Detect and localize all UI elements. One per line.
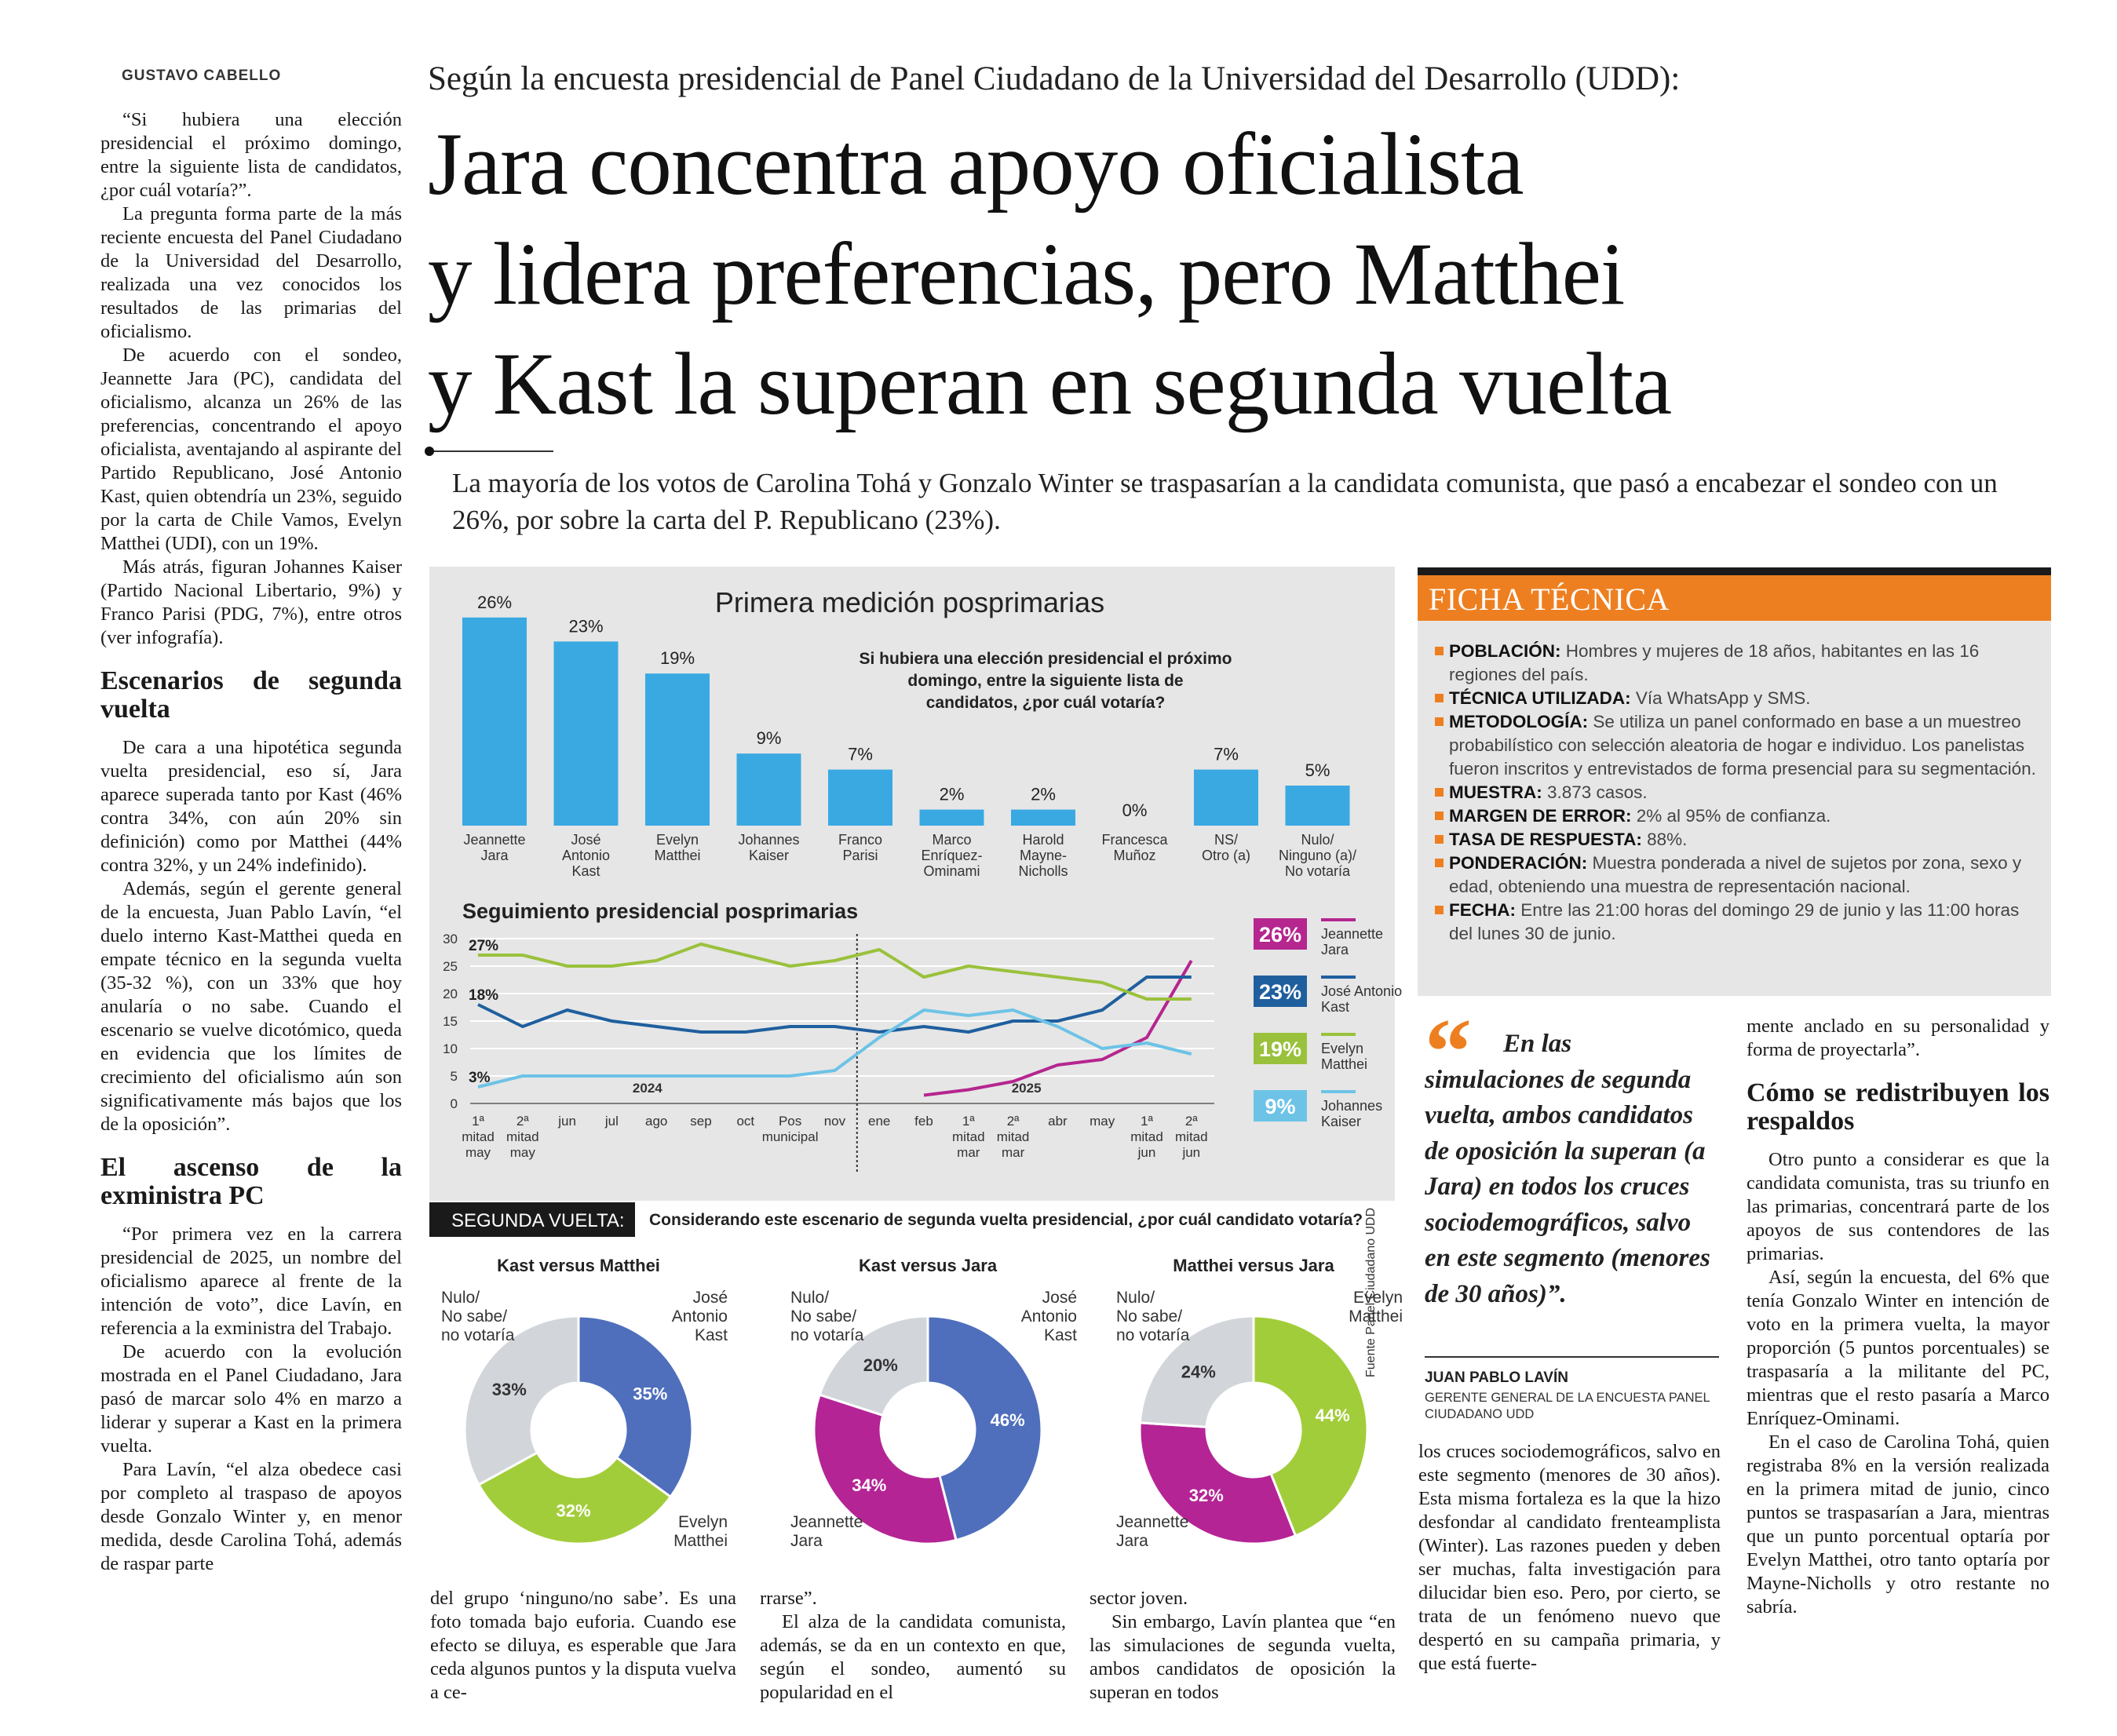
- paragraph: “Por primera vez en la carrera presidencial de 2025, un nombre del oficialismo aparece al frente de la intención de voto”, dice Lavín, en referencia a la exministra del Trabajo.: [100, 1224, 402, 1339]
- bullet-square-icon: [1435, 859, 1444, 867]
- quote-author: JUAN PABLO LAVÍN: [1425, 1369, 1568, 1386]
- donut-value-label: 35%: [633, 1384, 668, 1404]
- bullet-square-icon: [1435, 835, 1444, 844]
- x-tick-label: may: [509, 1145, 535, 1160]
- bullet-square-icon: [1435, 906, 1444, 914]
- donut-side-label: Nulo/: [441, 1289, 480, 1307]
- ficha-text: 88%.: [1641, 830, 1688, 849]
- bar-category-label: Kast: [571, 863, 600, 879]
- ficha-title: FICHA TÉCNICA: [1429, 582, 1670, 617]
- bar: [828, 770, 892, 826]
- headline: [428, 110, 2100, 439]
- series-start-label: 27%: [469, 938, 499, 954]
- bar-value-label: 0%: [1122, 801, 1148, 820]
- donut-side-label: No sabe/: [441, 1307, 508, 1326]
- y-tick-label: 20: [443, 987, 458, 1001]
- paragraph: del grupo ‘ninguno/no sabe’. Es una foto tomada bajo euforia. Cuando ese efecto se diluya, es esperable que Jara ceda algunos puntos y la disputa vuelva a ce-: [430, 1588, 736, 1703]
- ficha-label: PONDERACIÓN:: [1449, 853, 1588, 873]
- x-tick-label: mitad: [1130, 1129, 1163, 1144]
- bar-value-label: 5%: [1305, 760, 1330, 780]
- bar-category-label: Francesca: [1101, 832, 1168, 848]
- x-tick-label: mitad: [952, 1129, 985, 1144]
- article-column-2: [430, 1587, 736, 1705]
- paragraph: los cruces sociodemográficos, salvo en este segmento (menores de 30 años). Esta misma fortaleza es la que la hizo desfondar al candidato frenteamplista (Winter). Las razones pueden y deben ser muchas, falta investigación para dilucidar bien eso. Pero, por cierto, se trata de un fenómeno nuevo que despertó en su campaña primaria, y que está fuerte-: [1418, 1441, 1721, 1674]
- bar-value-label: 2%: [1031, 784, 1056, 804]
- x-tick-label: nov: [823, 1114, 846, 1129]
- legend-label: Jeannette: [1321, 926, 1384, 942]
- ficha-text: Muestra ponderada a nivel de sujetos por zona, sexo y edad, obteniendo una muestra de representación nacional.: [1449, 853, 2022, 896]
- donut-side-label: Jara: [1116, 1532, 1148, 1550]
- x-tick-label: jun: [1137, 1145, 1156, 1160]
- y-tick-label: 10: [443, 1041, 458, 1056]
- donut-value-label: 33%: [491, 1379, 527, 1399]
- donut-side-label: Jeannette: [790, 1513, 863, 1531]
- bar-category-label: NS/: [1214, 832, 1239, 848]
- bar-category-label: Franco: [838, 832, 883, 848]
- bar-category-label: Matthei: [654, 848, 701, 863]
- x-tick-label: 1ª: [1141, 1114, 1153, 1129]
- ficha-item: [1435, 899, 2039, 946]
- article-column-1: [100, 108, 402, 1576]
- bar-category-label: Harold: [1022, 832, 1064, 848]
- bar-chart-title: Primera medición posprimarias: [714, 586, 1105, 618]
- ficha-label: POBLACIÓN:: [1449, 641, 1561, 661]
- bar-value-label: 7%: [1214, 744, 1239, 764]
- donut-side-label: No sabe/: [1116, 1307, 1183, 1326]
- bullet-square-icon: [1435, 694, 1444, 702]
- donut-side-label: Kast: [694, 1326, 728, 1344]
- kicker: Según la encuesta presidencial de Panel Ciudadano de la Universidad del Desarrollo (UDD):: [428, 60, 1681, 97]
- donut-side-label: Jeannette: [1116, 1513, 1189, 1531]
- ficha-tecnica: [1418, 567, 2051, 996]
- ficha-label: TASA DE RESPUESTA:: [1449, 830, 1642, 849]
- legend-label: Evelyn: [1321, 1041, 1364, 1056]
- x-tick-label: ene: [868, 1114, 891, 1129]
- y-tick-label: 25: [443, 959, 458, 974]
- bullet-square-icon: [1435, 717, 1444, 726]
- ficha-item: [1435, 804, 2039, 828]
- ficha-label: TÉCNICA UTILIZADA:: [1449, 688, 1631, 708]
- ficha-item: [1435, 828, 2039, 852]
- ficha-text: Vía WhatsApp y SMS.: [1630, 688, 1811, 708]
- series-start-label: 18%: [469, 987, 499, 1004]
- donut-side-label: no votaría: [441, 1326, 515, 1344]
- x-tick-label: mar: [1001, 1145, 1025, 1160]
- bar-category-label: Parisi: [842, 848, 878, 863]
- segunda-vuelta-question: Considerando este escenario de segunda vuelta presidencial, ¿por cuál candidato votaría?: [649, 1211, 1363, 1229]
- article-column-3: [760, 1587, 1066, 1705]
- donut-value-label: 24%: [1181, 1362, 1216, 1382]
- ficha-text: 3.873 casos.: [1542, 782, 1648, 802]
- ficha-item: [1435, 687, 2039, 710]
- paragraph: Sin embargo, Lavín plantea que “en las simulaciones de segunda vuelta, ambos candidatos de oposición la superan en todos: [1090, 1611, 1396, 1703]
- paragraph: El alza de la candidata comunista, además, se da en un contexto en que, según el sondeo, aumentó su popularidad en el: [760, 1611, 1066, 1703]
- ficha-text: 2% al 95% de confianza.: [1631, 806, 1831, 826]
- bar-chart: [462, 593, 1356, 879]
- legend-label: Jara: [1321, 942, 1349, 957]
- year-label: 2025: [1011, 1081, 1042, 1096]
- x-tick-label: 1ª: [472, 1114, 484, 1129]
- byline: GUSTAVO CABELLO: [122, 67, 282, 84]
- donut-side-label: Evelyn: [677, 1513, 728, 1531]
- donut-side-label: Nulo/: [1116, 1289, 1155, 1307]
- bar: [645, 673, 710, 826]
- bar-category-label: Marco: [932, 832, 972, 848]
- paragraph: rrarse”.: [760, 1588, 817, 1609]
- paragraph: Para Lavín, “el alza obedece casi por completo al traspaso de apoyos desde Gonzalo Winter y, en menor medida, desde Carolina Tohá, además de raspar parte: [100, 1459, 402, 1574]
- x-tick-label: 1ª: [962, 1114, 975, 1129]
- quote-rule: [1425, 1356, 1719, 1358]
- donut-value-label: 32%: [1188, 1485, 1224, 1505]
- paragraph: En el caso de Carolina Tohá, quien registraba 8% en la versión realizada en la primera mitad de junio, cinco puntos se traspasarían a Jara, mientras que un punto porcentual optaría por Evelyn Matthei, otro tanto optaría por Mayne-Nicholls y otro restante no sabría.: [1747, 1431, 2049, 1617]
- ficha-item: [1435, 781, 2039, 804]
- bar-value-label: 9%: [756, 728, 782, 749]
- donut-side-label: Nulo/: [790, 1289, 830, 1307]
- ficha-text: Hombres y mujeres de 18 años, habitantes en las 16 regiones del país.: [1449, 641, 1980, 684]
- donut-title: Kast versus Jara: [858, 1256, 998, 1275]
- bullet-square-icon: [1435, 811, 1444, 820]
- legend-label: Johannes: [1321, 1098, 1383, 1114]
- x-tick-label: jun: [1182, 1145, 1201, 1160]
- paragraph: Así, según la encuesta, del 6% que tenía Gonzalo Winter en intención de voto en la primera vuelta, la mayor proporción (5 puntos porcentuales) se traspasaría a la militante del PC, mientras que el resto pasaría a Marco Enríquez-Ominami.: [1747, 1267, 2049, 1429]
- paragraph: sector joven.: [1090, 1588, 1188, 1609]
- legend-label: Kaiser: [1321, 1114, 1362, 1129]
- article-column-5: [1418, 1440, 1721, 1676]
- bar-category-label: Antonio: [561, 848, 611, 863]
- quote-mark-icon: “: [1425, 999, 1472, 1103]
- headline-line: y Kast la superan en segunda vuelta: [428, 335, 1672, 433]
- segunda-vuelta-tag: SEGUNDA VUELTA:: [451, 1210, 625, 1231]
- bullet-square-icon: [1435, 647, 1444, 655]
- donut-title: Kast versus Matthei: [497, 1256, 660, 1275]
- donut-side-label: Antonio: [671, 1307, 728, 1326]
- paragraph: De cara a una hipotética segunda vuelta presidencial, eso sí, Jara aparece superada tanto por Kast (46% contra 34%, con aún 20% sin definición) como por Matthei (44% contra 32%, y un 24% indefinido).: [100, 737, 402, 876]
- bar-value-label: 7%: [848, 744, 873, 764]
- pull-quote: En las simulaciones de segunda vuelta, ambos candidatos de oposición la superan (a Jara) en todos los cruces sociodemográficos, salvo en este segmento (menores de 30 años)”.: [1425, 1030, 1710, 1308]
- donut-side-label: José: [1042, 1289, 1077, 1307]
- headline-rule: [428, 450, 553, 452]
- paragraph: Además, según el gerente general de la encuesta, Juan Pablo Lavín, “el duelo interno Kast-Matthei queda en empate técnico en la segunda vuelta (35-32 %), con un 33% que hoy anularía o no sabe. Cuando el escenario se vuelve dicotómico, queda en evidencia que los límites de crecimiento del oficialismo aún son significativamente más bajos que los de la oposición”.: [100, 878, 402, 1135]
- end-value-label: 19%: [1258, 1038, 1302, 1061]
- bar-category-label: José: [571, 832, 601, 848]
- bar-value-label: 23%: [568, 616, 604, 636]
- series-start-label: 3%: [469, 1070, 491, 1086]
- ficha-label: METODOLOGÍA:: [1449, 712, 1589, 731]
- donut-value-label: 20%: [863, 1355, 898, 1376]
- x-tick-label: feb: [914, 1114, 933, 1129]
- bar: [1011, 810, 1075, 826]
- x-tick-label: mitad: [1175, 1129, 1208, 1144]
- ficha-list: [1435, 640, 2039, 946]
- infographic: [429, 567, 1403, 1573]
- donut-value-label: 34%: [852, 1475, 887, 1496]
- donut-side-label: no votaría: [790, 1326, 864, 1344]
- paragraph: De acuerdo con el sondeo, Jeannette Jara (PC), candidata del oficialismo, alcanza un 26% de las preferencias, concentrando el apoyo oficialista, aventajando al aspirante del Partido Republicano, José Antonio Kast, quien obtendría un 23%, seguido por la carta de Chile Vamos, Evelyn Matthei (UDI), con un 19%.: [100, 345, 402, 554]
- bar-category-label: Ominami: [923, 863, 980, 879]
- donut-side-label: Matthei: [1349, 1307, 1403, 1326]
- bar-category-label: No votaría: [1284, 863, 1351, 879]
- donut-side-label: Jara: [790, 1532, 823, 1550]
- headline-dot: [425, 447, 434, 456]
- bar: [1286, 786, 1350, 826]
- headline-line: Jara concentra apoyo oficialista: [428, 115, 1524, 213]
- series-line: [478, 944, 1192, 999]
- dek: La mayoría de los votos de Carolina Tohá y Gonzalo Winter se traspasarían a la candidata comunista, que pasó a encabezar el sondeo con un 26%, por sobre la carta del P. Republicano (23%).: [452, 468, 1998, 535]
- bar-category-label: Nicholls: [1018, 863, 1068, 879]
- bar-category-label: Ninguno (a)/: [1278, 848, 1357, 863]
- ficha-text: Se utiliza un panel conformado en base a un muestreo probabilístico con selección aleatoria de hogar e individuo. Los panelistas fueron inscritos y entrevistados de forma presencial para su segmentación.: [1449, 712, 2036, 779]
- end-value-label: 26%: [1258, 923, 1302, 946]
- bar-question-line: domingo, entre la siguiente lista de: [907, 672, 1184, 690]
- paragraph: De acuerdo con la evolución mostrada en el Panel Ciudadano, Jara pasó de marcar solo 4% en marzo a liderar y superar a Kast en la primera vuelta.: [100, 1341, 402, 1457]
- end-value-label: 9%: [1265, 1095, 1296, 1118]
- x-tick-label: ago: [645, 1114, 668, 1129]
- x-tick-label: mitad: [996, 1129, 1030, 1144]
- ficha-label: MARGEN DE ERROR:: [1449, 806, 1632, 826]
- bar: [554, 641, 619, 826]
- x-tick-label: may: [1090, 1114, 1115, 1129]
- bar-value-label: 26%: [476, 592, 513, 612]
- end-value-label: 23%: [1258, 980, 1302, 1004]
- ficha-item: [1435, 852, 2039, 899]
- legend-label: José Antonio: [1321, 983, 1403, 999]
- x-tick-label: 2ª: [516, 1114, 529, 1129]
- paragraph: La pregunta forma parte de la más reciente encuesta del Panel Ciudadano de la Universidad del Desarrollo, realizada una vez conocidos los resultados de las primarias del oficialismo.: [100, 203, 402, 342]
- ficha-label: FECHA:: [1449, 900, 1516, 920]
- bar-category-label: Mayne-: [1019, 848, 1068, 863]
- paragraph: “Si hubiera una elección presidencial el próximo domingo, entre la siguiente lista de candidatos, ¿por cuál votaría?”.: [100, 109, 402, 201]
- bar-category-label: Enríquez-: [921, 848, 983, 863]
- donut-side-label: Kast: [1043, 1326, 1077, 1344]
- bar: [1194, 770, 1258, 826]
- ficha-item: [1435, 640, 2039, 687]
- donut-side-label: Antonio: [1020, 1307, 1077, 1326]
- x-tick-label: oct: [736, 1114, 755, 1129]
- x-tick-label: municipal: [761, 1129, 819, 1144]
- paragraph: mente anclado en su personalidad y forma de proyectarla”.: [1747, 1016, 2049, 1060]
- x-tick-label: abr: [1048, 1114, 1068, 1129]
- x-tick-label: sep: [690, 1114, 712, 1129]
- donut-value-label: 46%: [990, 1410, 1025, 1431]
- bar-category-label: Otro (a): [1201, 848, 1251, 863]
- bar: [920, 810, 984, 826]
- ficha-text: Entre las 21:00 horas del domingo 29 de junio y las 11:00 horas del lunes 30 de junio.: [1449, 900, 2020, 943]
- x-tick-label: jul: [604, 1114, 619, 1129]
- ficha-header: [1418, 575, 2051, 621]
- donut-side-label: no votaría: [1116, 1326, 1190, 1344]
- x-tick-label: mitad: [462, 1129, 495, 1144]
- x-tick-label: may: [465, 1145, 491, 1160]
- quote-author-role: GERENTE GENERAL DE LA ENCUESTA PANEL CIUDADANO UDD: [1425, 1391, 1710, 1421]
- line-chart-title: Seguimiento presidencial posprimarias: [462, 899, 859, 923]
- bullet-square-icon: [1435, 788, 1444, 797]
- article-column-4: [1090, 1587, 1396, 1705]
- article-column-6: [1747, 1015, 2049, 1619]
- ficha-item: [1435, 710, 2039, 781]
- donut-value-label: 32%: [556, 1501, 591, 1521]
- donut-side-label: Matthei: [673, 1532, 728, 1550]
- bar: [737, 753, 801, 826]
- bar-value-label: 2%: [939, 784, 965, 804]
- legend-label: Matthei: [1321, 1056, 1368, 1072]
- x-tick-label: jun: [558, 1114, 576, 1129]
- donut-title: Matthei versus Jara: [1173, 1256, 1334, 1275]
- y-tick-label: 30: [443, 932, 458, 946]
- x-tick-label: 2ª: [1184, 1114, 1198, 1129]
- y-tick-label: 5: [450, 1069, 458, 1084]
- y-tick-label: 0: [450, 1096, 458, 1111]
- paragraph: Otro punto a considerar es que la candidata comunista, tras su triunfo en las primarias, concentrará parte de los apoyos de sus contendores de las primarias.: [1747, 1149, 2049, 1264]
- bar-category-label: Jeannette: [463, 832, 526, 848]
- bar-question-line: Si hubiera una elección presidencial el próximo: [859, 650, 1232, 668]
- bar-category-label: Evelyn: [655, 832, 699, 848]
- bar-category-label: Johannes: [738, 832, 800, 848]
- subheading: Cómo se redistribuyen los respaldos: [1747, 1078, 2049, 1136]
- year-label: 2024: [632, 1081, 662, 1096]
- y-tick-label: 15: [443, 1014, 458, 1029]
- x-tick-label: mar: [957, 1145, 980, 1160]
- donut-value-label: 44%: [1315, 1405, 1350, 1425]
- x-tick-label: 2ª: [1006, 1114, 1020, 1129]
- subheading: El ascenso de la exministra PC: [100, 1153, 402, 1210]
- paragraph: Más atrás, figuran Johannes Kaiser (Partido Nacional Libertario, 9%) y Franco Parisi (PDG, 7%), entre otros (ver infografía).: [100, 556, 402, 648]
- bar-value-label: 19%: [659, 648, 695, 669]
- donut-side-label: José: [692, 1289, 728, 1307]
- legend-label: Kast: [1321, 999, 1350, 1015]
- x-tick-label: mitad: [506, 1129, 539, 1144]
- line-chart: [443, 918, 1402, 1173]
- donut-side-label: Evelyn: [1352, 1289, 1403, 1307]
- subheading: Escenarios de segunda vuelta: [100, 666, 402, 724]
- series-line: [478, 977, 1192, 1032]
- bar: [462, 618, 527, 826]
- bar-category-label: Muñoz: [1113, 848, 1156, 863]
- x-tick-label: Pos: [778, 1114, 802, 1129]
- source-credit: Fuente Panel Ciudadano UDD: [1364, 1207, 1378, 1377]
- bar-category-label: Kaiser: [748, 848, 790, 863]
- ficha-label: MUESTRA:: [1449, 782, 1542, 802]
- donut-side-label: No sabe/: [790, 1307, 857, 1326]
- bar-category-label: Nulo/: [1301, 832, 1334, 848]
- bar-question-line: candidatos, ¿por cuál votaría?: [925, 694, 1166, 712]
- bar-category-label: Jara: [480, 848, 509, 863]
- headline-line: y lidera preferencias, pero Matthei: [428, 225, 1625, 323]
